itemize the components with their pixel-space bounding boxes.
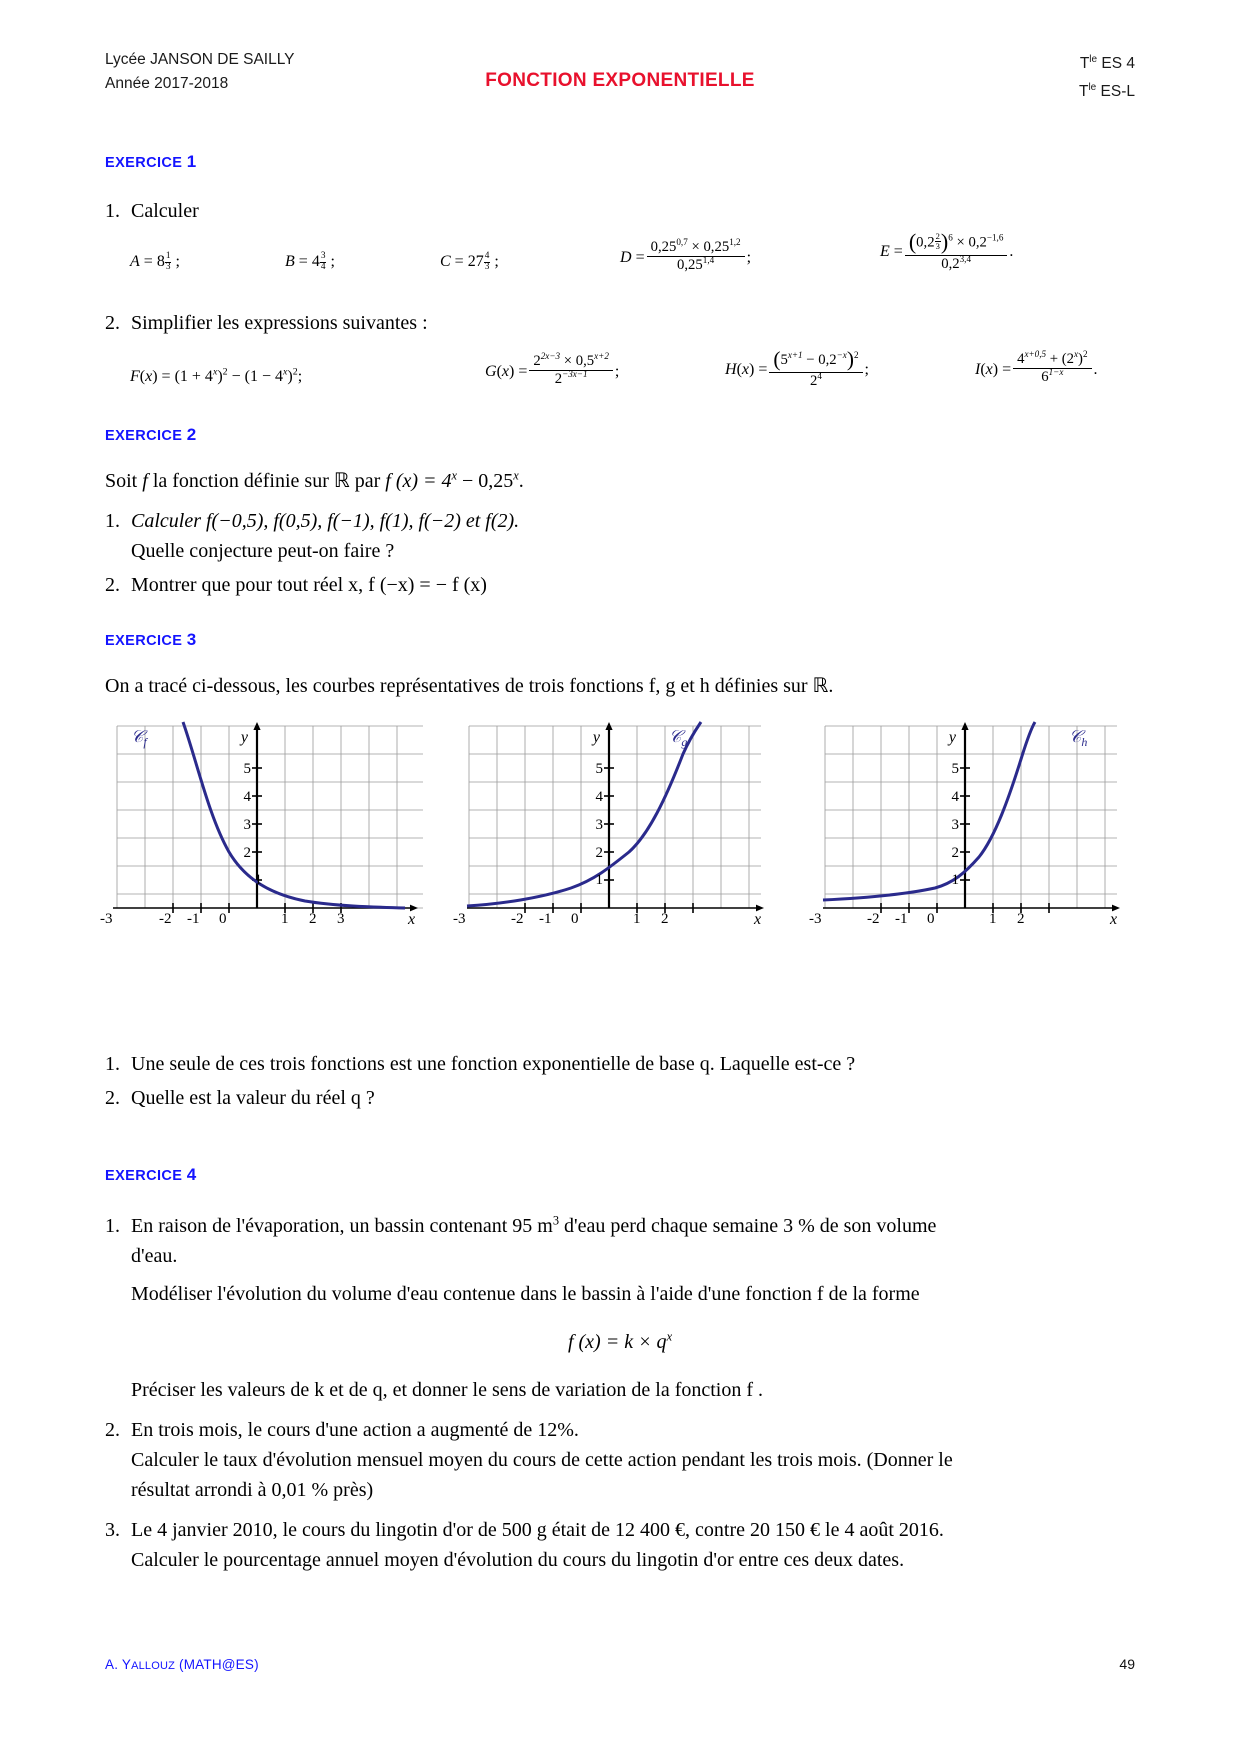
x-tick-label--2: -2 [159,911,172,927]
exercise-2-list [105,506,1135,600]
item-number: 2. [105,312,120,334]
x-tick-label-1: 1 [633,911,641,927]
item-text-continuation: d'eau. [131,1245,178,1267]
item-text: Calculer f(−0,5), f(0,5), f(−1), f(1), f(−2) et f(2). [131,510,520,532]
curve-label-cf: 𝒞$_f$ [131,727,147,749]
list-item [105,1515,1135,1575]
y-tick-label-4: 4 [595,789,603,805]
x-tick-label--1: -1 [895,911,908,927]
fraction-numerator: 0,25$^{0,7}$ × 0,25$^{1,2}$ [647,239,745,257]
class-label-2: $T^{le}$ ES-L [1078,82,1135,101]
exercise-2-number: 2 [186,425,197,444]
item-text: Montrer que pour tout réel x, f (−x) = − f (x) [131,574,487,596]
exercise-3-intro: On a tracé ci-dessous, les courbes représentatives de trois fonctions f, g et h définies sur ℝ. [105,675,834,697]
page-number: 49 [1119,1656,1135,1672]
item-number: 1. [105,510,120,532]
exercise-3-title: EXERCICE 3 [105,630,197,649]
list-item [105,570,1135,600]
x-tick-label-0: 0 [219,911,227,927]
formula-C: C = 27 $\frac{4}{3}$ ; [440,251,499,272]
item-number: 1. [105,1215,120,1237]
exercise-1-block [105,152,1135,416]
y-tick-label-4: 4 [951,789,959,805]
list-item [105,1211,1135,1405]
x-tick-label-2: 2 [1017,911,1025,927]
real-set-symbol: ℝ [333,470,350,492]
x-tick-label-1: 1 [989,911,997,927]
exercise-3-number: 3 [186,630,197,649]
fraction-exponent: $\frac{2}{3}$ [935,230,940,251]
exercise-4-list [105,1211,1135,1575]
y-tick-label-5: 5 [951,761,959,777]
graph-ch [809,712,1135,927]
graph-cf [100,712,423,927]
fraction-exponent: $\frac{1}{3}$ [165,251,171,272]
x-tick-label--1: -1 [539,911,552,927]
y-tick-label-2: 2 [951,845,959,861]
exercise-2-block [105,425,1135,600]
document-title: FONCTION EXPONENTIELLE [485,70,755,91]
y-axis-label: y [240,729,248,746]
fraction-denominator: 0,2$^{3,4}$ [941,254,971,272]
y-tick-label-5: 5 [595,761,603,777]
item-text: Simplifier les expressions suivantes : [131,312,428,334]
curve-cg [467,722,701,906]
item-text-continuation: Calculer le taux d'évolution mensuel moyen du cours de cette action pendant les trois mois. (Donner le [131,1449,953,1471]
item-number: 2. [105,1419,120,1441]
x-tick-label--3: -3 [100,911,113,927]
fraction [647,239,745,274]
item-text: En trois mois, le cours d'une action a augmenté de 12%. [131,1419,579,1441]
class-superscript-2: le [1088,82,1097,94]
list-item [105,1083,1135,1113]
fraction-numerator: $(5^{x+1} - 0,2^{-x})^2$ [769,347,862,373]
item-text-continuation: Calculer le pourcentage annuel moyen d'évolution du cours du lingotin d'or entre ces deux dates. [131,1549,905,1571]
fraction [769,347,862,390]
exercise-1-list [105,196,1135,226]
school-year: Année 2017-2018 [105,75,229,92]
fraction-denominator: $2^{-3x-1}$ [554,369,588,387]
item-number: 1. [105,1053,120,1075]
formula-E: E = (0,2 $\frac{2}{3}$ )$^6 \times 0,2^{-1,6}$ 0,2$^{3,4}$ . [880,229,1014,272]
fraction [1013,351,1091,386]
item-text: Calculer [131,200,199,222]
fraction-numerator: (0,2 $\frac{2}{3}$ )$^6 \times 0,2^{-1,6}$ [905,229,1008,256]
formula-row-fghi [105,347,1135,416]
fraction [529,353,613,388]
exercise-4-title: EXERCICE 4 [105,1165,197,1184]
y-tick-label-5: 5 [243,761,251,777]
exercise-1-title: EXERCICE 1 [105,152,197,171]
x-tick-label-0: 0 [927,911,935,927]
graph-ch-svg [817,712,1135,927]
footer-author: A. YALLOUZ (MATH@ES) [105,1657,259,1672]
formula-row-abcde [105,229,1135,298]
formula-H: H(x) = $\frac{(5^{x+1} - 0,2^{-x})^2}{2^4}$ ; [725,347,869,389]
exercise-2-title: EXERCICE 2 [105,425,197,444]
x-tick-label-2: 2 [661,911,669,927]
item-text-continuation: Quelle conjecture peut-on faire ? [131,540,395,562]
graph-cg [453,712,779,927]
page-header [105,48,1135,100]
item-text: En raison de l'évaporation, un bassin contenant 95 $m^3$ d'eau perd chaque semaine 3 % de son volume [131,1213,937,1237]
item-text-continuation-2: résultat arrondi à 0,01 % près) [131,1479,374,1501]
y-axis-label: y [592,729,600,746]
formula-A: A = 8 $\frac{1}{3}$ ; [130,251,180,272]
item-text: Quelle est la valeur du réel q ? [131,1087,375,1109]
y-tick-label-4: 4 [243,789,251,805]
list-item [105,196,1135,226]
grid-lines [117,726,423,908]
cubic-meter-exponent: 3 [552,1213,560,1228]
fraction-numerator: $2^{2x-3} \times 0,5^{x+2}$ [529,353,613,371]
y-tick-label-1: 1 [254,872,262,888]
x-tick-label-0: 0 [571,911,579,927]
x-axis-label: x [754,911,762,927]
x-tick-label--2: -2 [511,911,524,927]
formula-G: G(x) = $\frac{2^{2x-3} \times 0,5^{x+2}}{2^{-3x-1}}$ ; [485,351,620,387]
item-text-precision: Préciser les valeurs de k et de q, et donner le sens de variation de la fonction f . [131,1379,764,1401]
curve-label-ch: 𝒞$_h$ [1069,727,1088,749]
item-text: Le 4 janvier 2010, le cours du lingotin d'or de 500 g était de 12 400 €, contre 20 150 € le 4 août 2016. [131,1519,944,1541]
list-item [105,1415,1135,1505]
exercise-4-number: 4 [186,1165,197,1184]
y-tick-label-3: 3 [243,817,251,833]
curve-cf [183,722,405,908]
x-tick-label--2: -2 [867,911,880,927]
graph-cg-svg [461,712,779,927]
item-number: 1. [105,200,120,222]
formula-D: D = $\frac{0,25^{0,7} \times 0,25^{1,2}}{0,25^{1,4}}$ ; [620,237,752,273]
x-tick-label--1: -1 [187,911,200,927]
fraction-numerator: $4^{x+0,5} + (2^x)^2$ [1013,351,1091,369]
list-item [105,1049,1135,1079]
list-item [105,506,1135,566]
y-tick-label-2: 2 [243,845,251,861]
formula-B: B = 4 $\frac{3}{4}$ ; [285,251,335,272]
x-axis-label: x [408,911,416,927]
y-tick-label-3: 3 [951,817,959,833]
item-text-model: Modéliser l'évolution du volume d'eau contenue dans le bassin à l'aide d'une fonction f de la forme [131,1283,920,1305]
formula-F: $F(x) = (1 + 4^x)^2 - (1 - 4^x)^2$; [130,366,303,385]
x-tick-label-1: 1 [281,911,289,927]
school-name: Lycée JANSON DE SAILLY [105,51,295,68]
graphs-row [100,712,1135,927]
curve-ch [823,722,1035,900]
footer-author-smallcaps: ALLOUZ [131,1660,176,1672]
y-tick-label-1: 1 [951,872,959,888]
grid-lines [469,726,761,908]
curve-label-cg: 𝒞$_g$ [669,727,688,749]
formula-fx-kqx: f $(x) = k \times q^x$ [567,1329,673,1353]
exercise-3-block [105,630,1135,701]
list-item [105,308,1135,338]
exercise-1-number: 1 [186,152,197,171]
class-superscript-1: le [1089,54,1098,65]
x-tick-label--3: -3 [809,911,822,927]
fraction-denominator: $2^4$ [809,371,822,389]
exercise-1-list-2 [105,308,1135,338]
y-axis-label: y [948,729,956,746]
exercise-2-intro: Soit f la fonction définie sur ℝ par f $(x) = 4^x - 0,25^x$. [105,468,524,492]
x-tick-label-3: 3 [337,911,345,927]
fraction-exponent: $\frac{4}{3}$ [484,251,490,272]
item-number: 3. [105,1519,120,1541]
fraction-denominator: $6^{1-x}$ [1041,367,1064,385]
item-text: Une seule de ces trois fonctions est une fonction exponentielle de base q. Laquelle est-ce ? [131,1053,856,1075]
item-number: 2. [105,1087,120,1109]
x-tick-label-2: 2 [309,911,317,927]
exercise-4-block [105,1165,1135,1575]
fraction-exponent: $\frac{3}{4}$ [320,251,326,272]
fraction-denominator: 0,25$^{1,4}$ [677,255,715,273]
item-number: 2. [105,574,120,596]
grid-lines [825,726,1117,908]
graph-cf-svg [105,712,423,927]
formula-I: I(x) = $\frac{4^{x+0,5} + (2^x)^2}{6^{1-x}}$ . [975,349,1098,385]
x-axis-label: x [1110,911,1118,927]
y-tick-label-1: 1 [595,872,603,888]
y-tick-label-2: 2 [595,845,603,861]
fraction [905,229,1008,273]
class-label-1: $T^{le}$ ES 4 [1079,54,1135,73]
exercise-3-questions [105,1045,1135,1113]
x-tick-label--3: -3 [453,911,466,927]
y-tick-label-3: 3 [595,817,603,833]
